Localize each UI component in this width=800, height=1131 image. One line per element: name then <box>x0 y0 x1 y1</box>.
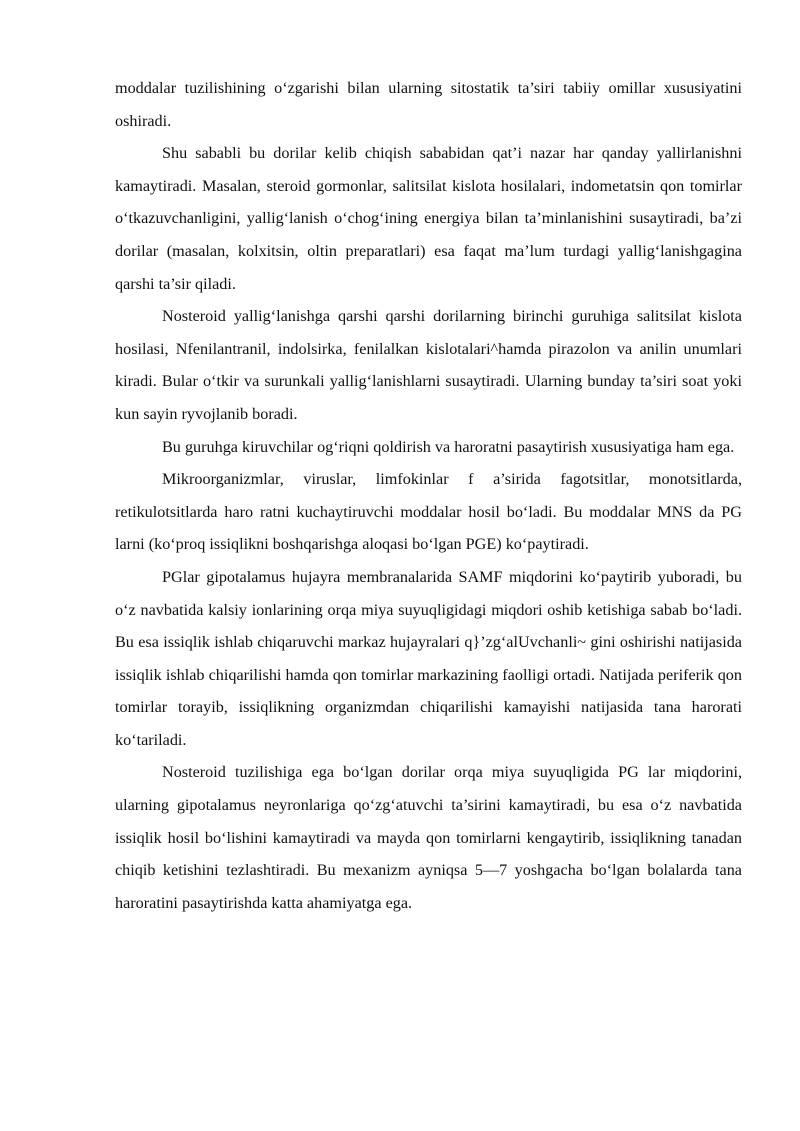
document-page <box>115 72 742 919</box>
paragraph-5: Mikroorganizmlar, viruslar, limfokinlar f a’sirida fagotsitlar, monotsitlarda, retikulotsitlarda haro ratni kuchaytiruvchi moddalar hosil bo‘ladi. Bu moddalar MNS da PG larni (ko‘proq issiqlikni boshqarishga aloqasi bo‘lgan PGE) ko‘paytiradi. <box>115 470 742 554</box>
paragraph-1: moddalar tuzilishining o‘zgarishi bilan ularning sitostatik ta’siri tabiiy omillar xususiyatini oshiradi. <box>115 79 742 130</box>
paragraph-2: Shu sababli bu dorilar kelib chiqish sababidan qat’i nazar har qanday yallirlanishni kamaytiradi. Masalan, steroid gormonlar, salitsilat kislota hosilalari, indometatsin qon tomirlar o‘tkazuvchanligini, yallig‘lanish o‘chog‘ining energiya bilan ta’minlanishini susaytiradi, ba’zi dorilar (masalan, kolxitsin, oltin preparatlari) esa faqat ma’lum turdagi yallig‘lanishgagina qarshi ta’sir qiladi. <box>115 144 742 293</box>
paragraph-4: Bu guruhga kiruvchilar og‘riqni qoldirish va haroratni pasaytirish xususiyatiga ham ega. <box>162 437 735 456</box>
paragraph-6: PGlar gipotalamus hujayra membranalarida SAMF miqdorini ko‘paytirib yuboradi, bu o‘z navbatida kalsiy ionlarining orqa miya suyuqligidagi miqdori oshib ketishiga sabab bo‘ladi. Bu esa issiqlik ishlab chiqaruvchi markaz hujayralari q}’zg‘alUvchanli~ gini oshirishi natijasida issiqlik ishlab chiqarilishi hamda qon tomirlar markazining faolligi ortadi. Natijada periferik qon tomirlar torayib, issiqlikning organizmdan chiqarilishi kamayishi natijasida tana harorati ko‘tariladi. <box>115 567 742 749</box>
paragraph-3: Nosteroid yallig‘lanishga qarshi qarshi dorilarning birinchi guruhiga salitsilat kislota hosilasi, Nfenilantranil, indolsirka, fenilalkan kislotalari^hamda pirazolon va anilin unumlari kiradi. Bular o‘tkir va surunkali yallig‘lanishlarni susaytiradi. Ularning bunday ta’siri soat yoki kun sayin ryvojlanib boradi. <box>115 307 742 423</box>
paragraph-7: Nosteroid tuzilishiga ega bo‘lgan dorilar orqa miya suyuqligida PG lar miqdorini, ularning gipotalamus neyronlariga qo‘zg‘atuvchi ta’sirini kamaytiradi, bu esa o‘z navbatida issiqlik hosil bo‘lishini kamaytiradi va mayda qon tomirlarni kengaytirib, issiqlikning tanadan chiqib ketishini tezlashtiradi. Bu mexanizm ayniqsa 5—7 yoshgacha bo‘lgan bolalarda tana haroratini pasaytirishda katta ahamiyatga ega. <box>115 763 742 912</box>
